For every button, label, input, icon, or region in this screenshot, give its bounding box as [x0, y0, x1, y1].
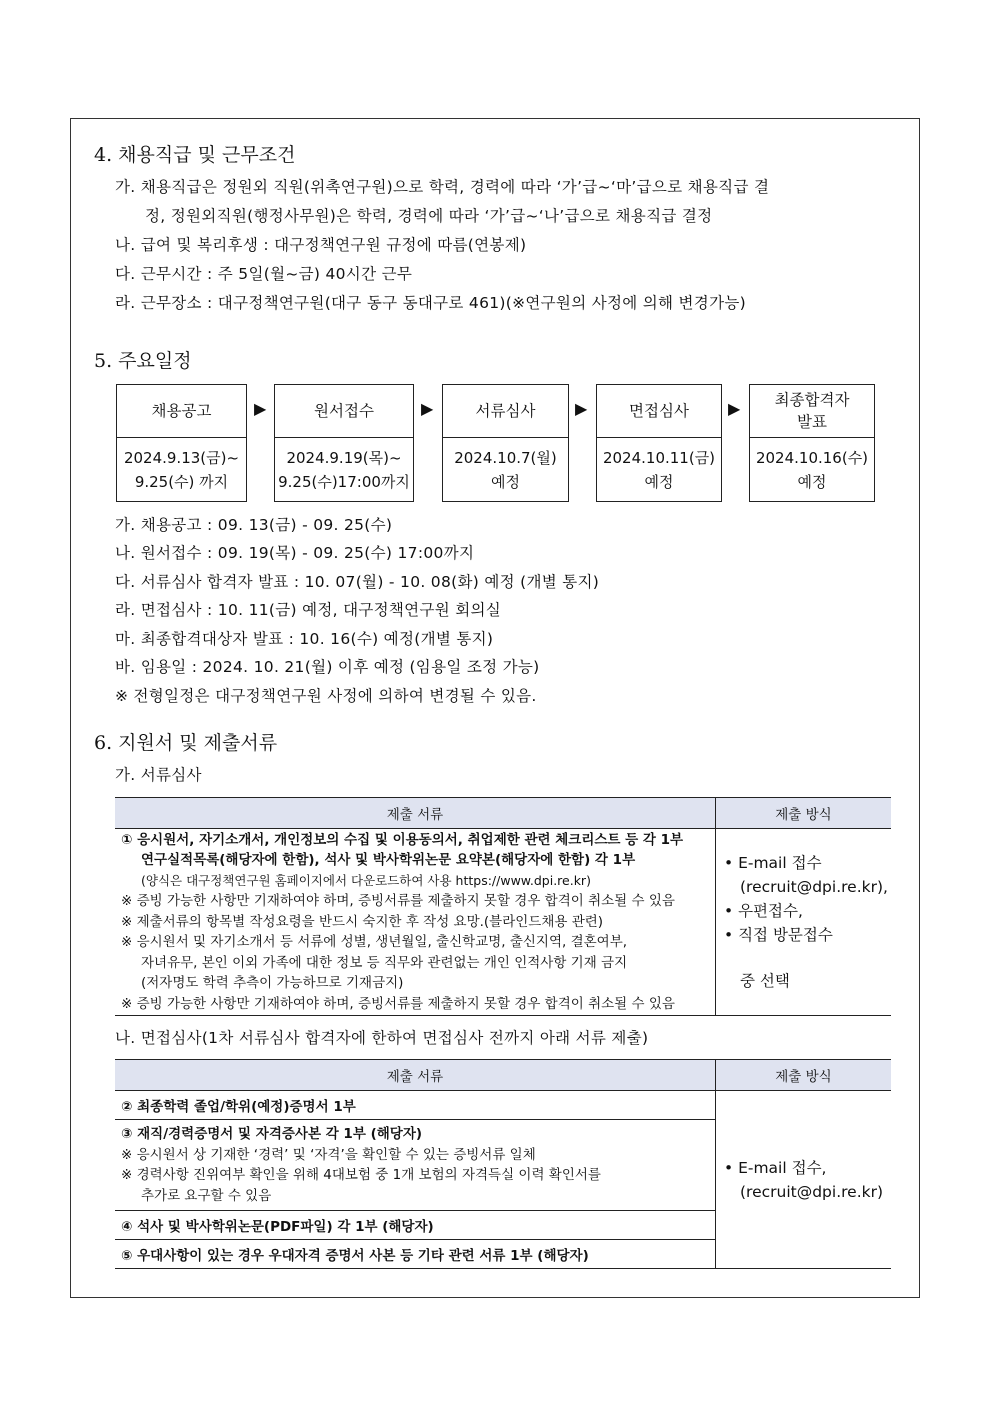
list-item: ① 응시원서, 자기소개서, 개인정보의 수집 및 이용동의서, 취업제한 관련 체크리스트 등 각 1부	[121, 831, 684, 848]
section-6-title: 6. 지원서 및 제출서류	[94, 732, 278, 754]
document-list	[115, 829, 716, 1016]
table-row: ③ 재직/경력증명서 및 자격증사본 각 1부 (해당자) ※ 응시원서 상 기재한 ‘경력’ 및 ‘자격’을 확인할 수 있는 증빙서류 일체 ※ 경력사항 진위여부 확인을 위해 4대보험 중 1개 보험의 자격득실 이력 확인서를 추가로 요구할 수 있음	[115, 1120, 716, 1211]
schedule-step-document-review	[442, 384, 569, 502]
step-name: 원서접수	[275, 385, 413, 438]
s6-sub-document-review: 가. 서류심사	[115, 766, 202, 784]
column-header-method: 제출 방식	[716, 1060, 892, 1091]
table-row: ⑤ 우대사항이 있는 경우 우대자격 증명서 사본 등 기타 관련 서류 1부 (해당자)	[115, 1240, 716, 1269]
s5-item-da: 다. 서류심사 합격자 발표 : 10. 07(월) - 10. 08(화) 예정 (개별 통지)	[115, 573, 600, 591]
schedule-step-announcement	[116, 384, 247, 502]
submission-method: • E-mail 접수 (recruit@dpi.re.kr), • 우편접수, • 직접 방문접수 중 선택	[724, 854, 888, 990]
document-review-table	[115, 797, 891, 1016]
arrow-right-icon: ▶	[728, 399, 741, 418]
step-name: 최종합격자 발표	[750, 385, 874, 438]
arrow-right-icon: ▶	[254, 399, 267, 418]
s5-item-ra: 라. 면접심사 : 10. 11(금) 예정, 대구정책연구원 회의실	[115, 601, 502, 619]
arrow-right-icon: ▶	[421, 399, 434, 418]
column-header-docs: 제출 서류	[115, 798, 716, 829]
list-item: ※ 증빙 가능한 사항만 기재하여야 하며, 증빙서류를 제출하지 못할 경우 합격이 취소될 수 있음	[121, 995, 675, 1012]
schedule-step-final-announcement	[749, 384, 875, 502]
list-item: (저자명도 학력 추측이 가능하므로 기재금지)	[141, 975, 404, 992]
table-row: ④ 석사 및 박사학위논문(PDF파일) 각 1부 (해당자)	[115, 1211, 716, 1240]
list-item: ※ 응시원서 및 자기소개서 등 서류에 성별, 생년월일, 출신학교명, 출신지역, 결혼여부,	[121, 934, 628, 951]
s4-item-ga-line2: 정, 정원외직원(행정사무원)은 학력, 경력에 따라 ‘가’급~‘나’급으로 채용직급 결정	[145, 207, 713, 225]
s5-note: ※ 전형일정은 대구정책연구원 사정에 의하여 변경될 수 있음.	[115, 687, 537, 705]
s4-item-da: 다. 근무시간 : 주 5일(월~금) 40시간 근무	[115, 265, 413, 283]
step-name: 면접심사	[597, 385, 721, 438]
s5-item-ba: 바. 임용일 : 2024. 10. 21(월) 이후 예정 (임용일 조정 가능)	[115, 658, 540, 676]
step-date: 2024.9.19(목)~ 9.25(수)17:00까지	[278, 449, 410, 491]
arrow-right-icon: ▶	[575, 399, 588, 418]
list-item: ※ 제출서류의 항목별 작성요령을 반드시 숙지한 후 작성 요망.(블라인드채용 관련)	[121, 913, 604, 930]
s5-item-ga: 가. 채용공고 : 09. 13(금) - 09. 25(수)	[115, 516, 393, 534]
step-date: 2024.10.7(월) 예정	[454, 449, 557, 491]
s5-item-ma: 마. 최종합격대상자 발표 : 10. 16(수) 예정(개별 통지)	[115, 630, 494, 648]
submission-method: • E-mail 접수, (recruit@dpi.re.kr)	[716, 1091, 892, 1269]
schedule-step-application	[274, 384, 414, 502]
step-name: 채용공고	[117, 385, 246, 438]
list-item: ※ 증빙 가능한 사항만 기재하여야 하며, 증빙서류를 제출하지 못할 경우 합격이 취소될 수 있음	[121, 893, 675, 910]
step-date: 2024.9.13(금)~ 9.25(수) 까지	[123, 449, 240, 491]
list-item: 연구실적목록(해당자에 한함), 석사 및 박사학위논문 요약본(해당자에 한함) 각 1부	[141, 852, 636, 869]
s5-item-na: 나. 원서접수 : 09. 19(목) - 09. 25(수) 17:00까지	[115, 544, 475, 562]
s4-item-ra: 라. 근무장소 : 대구정책연구원(대구 동구 동대구로 461)(※연구원의 사정에 의해 변경가능)	[115, 294, 746, 312]
table-row: ② 최종학력 졸업/학위(예정)증명서 1부	[115, 1091, 716, 1120]
schedule-step-interview	[596, 384, 722, 502]
interview-table	[115, 1059, 891, 1269]
s4-item-na: 나. 급여 및 복리후생 : 대구정책연구원 규정에 따름(연봉제)	[115, 236, 527, 254]
section-4-title: 4. 채용직급 및 근무조건	[94, 144, 296, 166]
column-header-method: 제출 방식	[716, 798, 892, 829]
step-name: 서류심사	[443, 385, 568, 438]
s4-item-ga-line1: 가. 채용직급은 정원외 직원(위촉연구원)으로 학력, 경력에 따라 ‘가’급~‘마’급으로 채용직급 결	[115, 178, 770, 196]
step-date: 2024.10.16(수) 예정	[755, 449, 869, 491]
list-item: (양식은 대구정책연구원 홈페이지에서 다운로드하여 사용 https://www.dpi.re.kr)	[141, 872, 591, 888]
step-date: 2024.10.11(금) 예정	[602, 449, 716, 491]
s6-sub-interview: 나. 면접심사(1차 서류심사 합격자에 한하여 면접심사 전까지 아래 서류 제출)	[115, 1029, 649, 1047]
section-5-title: 5. 주요일정	[94, 350, 192, 372]
list-item: 자녀유무, 본인 이외 가족에 대한 정보 등 직무와 관련없는 개인 인적사항 기재 금지	[141, 954, 628, 971]
column-header-docs: 제출 서류	[115, 1060, 716, 1091]
